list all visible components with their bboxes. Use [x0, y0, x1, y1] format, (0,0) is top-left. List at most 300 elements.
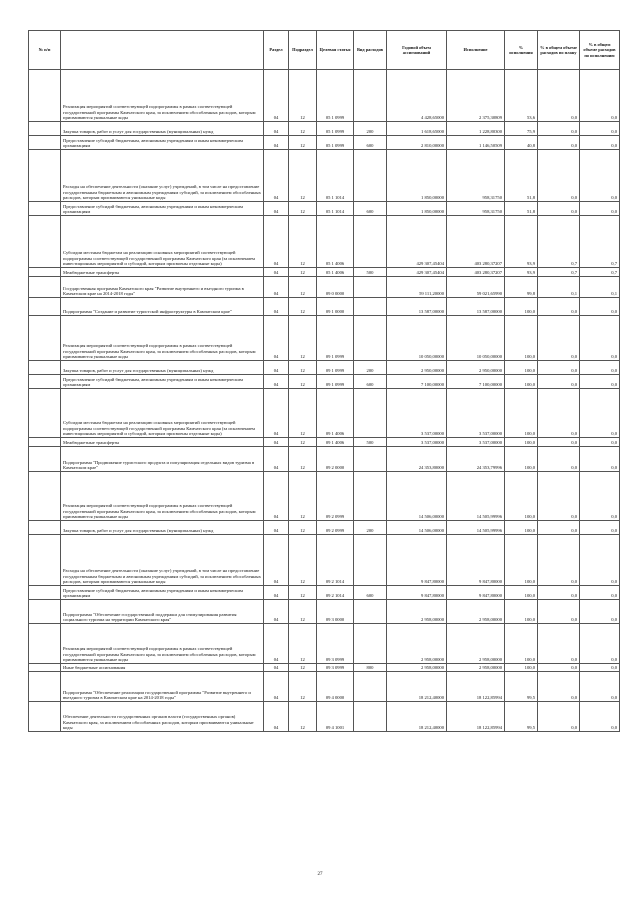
- table-header-row: [29, 31, 620, 70]
- row-target-article: 09 1 0999: [317, 316, 354, 361]
- row-execution-percent: 100,0: [505, 624, 538, 664]
- row-allocation: 4 428,65000: [387, 70, 447, 122]
- row-razdel: 04: [264, 316, 289, 361]
- row-razdel: 04: [264, 375, 289, 389]
- row-execution: 958,31750: [447, 202, 505, 216]
- row-number-cell: [29, 122, 61, 136]
- row-name: Реализация мероприятий соответствующей подпрограммы в рамках соответствующей государственной программы Камчатского края, за исключением обособленных расходов, которым присваиваются уникальные коды: [61, 624, 264, 664]
- row-podrazdel: 12: [289, 389, 317, 438]
- row-allocation: 9 847,80000: [387, 586, 447, 600]
- table-row: [29, 664, 620, 672]
- row-podrazdel: 12: [289, 216, 317, 268]
- row-number-cell: [29, 70, 61, 122]
- row-share-execution: 0,0: [580, 298, 620, 316]
- row-allocation: 2 810,00000: [387, 136, 447, 150]
- row-name: Предоставление субсидий бюджетным, автономным учреждениям и иным некоммерческим организациям: [61, 586, 264, 600]
- row-number-cell: [29, 624, 61, 664]
- row-allocation: 18 212,40000: [387, 702, 447, 732]
- row-razdel: 04: [264, 702, 289, 732]
- row-share-plan: 0,1: [538, 277, 580, 298]
- row-execution: 403 280,37207: [447, 216, 505, 268]
- row-allocation: 7 100,00000: [387, 375, 447, 389]
- row-target-article: 09 3 0999: [317, 624, 354, 664]
- table-row: [29, 389, 620, 438]
- row-name: Обеспечение деятельности государственных органов власти (государственных органов) Камчатского края, за исключением обособленных расходов, которым присваиваются уникальные коды: [61, 702, 264, 732]
- row-name: Государственная программа Камчатского края "Развитие внутреннего и въездного туризма в Камчатском крае на 2014-2018 годы": [61, 277, 264, 298]
- row-execution-percent: 51,8: [505, 202, 538, 216]
- row-name: Расходы на обеспечение деятельности (оказание услуг) учреждений, в том числе на предоставление государственным бюджетным и автономным учреждениям субсидий, за исключением обособленных расходов, которым присваиваются уникальные коды: [61, 150, 264, 202]
- row-execution: 2 958,00000: [447, 600, 505, 624]
- row-expense-type: [354, 672, 387, 702]
- row-share-plan: 0,0: [538, 624, 580, 664]
- row-number-cell: [29, 472, 61, 521]
- row-execution: 958,31750: [447, 150, 505, 202]
- row-allocation: 14 506,00000: [387, 521, 447, 535]
- row-razdel: 04: [264, 664, 289, 672]
- row-podrazdel: 12: [289, 624, 317, 664]
- row-share-execution: 0,0: [580, 136, 620, 150]
- row-execution-percent: 100,0: [505, 389, 538, 438]
- table-row: [29, 672, 620, 702]
- row-number-cell: [29, 586, 61, 600]
- row-share-plan: 0,0: [538, 122, 580, 136]
- row-target-article: 09 2 1014: [317, 586, 354, 600]
- row-expense-type: [354, 447, 387, 472]
- row-share-execution: 0,0: [580, 122, 620, 136]
- row-target-article: 09 2 0000: [317, 447, 354, 472]
- table-row: [29, 316, 620, 361]
- row-podrazdel: 12: [289, 375, 317, 389]
- row-execution-percent: 100,0: [505, 664, 538, 672]
- row-allocation: 1 618,65000: [387, 122, 447, 136]
- row-execution-percent: 100,0: [505, 375, 538, 389]
- row-allocation: 10 050,00000: [387, 316, 447, 361]
- row-number-cell: [29, 277, 61, 298]
- row-target-article: 09 1 4006: [317, 438, 354, 447]
- row-name: Предоставление субсидий бюджетным, автономным учреждениям и иным некоммерческим организациям: [61, 136, 264, 150]
- row-number-cell: [29, 521, 61, 535]
- row-execution: 10 050,00000: [447, 316, 505, 361]
- row-razdel: 04: [264, 268, 289, 277]
- row-name: Подпрограмма "Обеспечение государственной поддержки для стимулирования развития социального туризма на территории Камчатского края": [61, 600, 264, 624]
- row-expense-type: 500: [354, 438, 387, 447]
- header-target-article: Целевая статья: [317, 31, 354, 70]
- row-expense-type: [354, 472, 387, 521]
- row-name: Субсидии местным бюджетам на реализацию основных мероприятий соответствующей подпрограммы соответствующей государственной программы Камчатского края (за исключением инвестиционных мероприятий и субсидий, которым присвоены отдельные коды): [61, 216, 264, 268]
- table-row: [29, 472, 620, 521]
- row-podrazdel: 12: [289, 316, 317, 361]
- row-razdel: 04: [264, 389, 289, 438]
- row-number-cell: [29, 664, 61, 672]
- row-allocation: 3 537,00000: [387, 389, 447, 438]
- row-execution-percent: 99,5: [505, 702, 538, 732]
- row-share-plan: 0,0: [538, 298, 580, 316]
- row-razdel: 04: [264, 472, 289, 521]
- row-execution-percent: 100,0: [505, 535, 538, 586]
- row-expense-type: 600: [354, 136, 387, 150]
- row-expense-type: [354, 70, 387, 122]
- row-share-plan: 0,0: [538, 472, 580, 521]
- row-execution: 18 122,85994: [447, 672, 505, 702]
- row-podrazdel: 12: [289, 535, 317, 586]
- row-razdel: 04: [264, 535, 289, 586]
- row-expense-type: [354, 600, 387, 624]
- table-row: [29, 70, 620, 122]
- header-podrazdel: Подраздел: [289, 31, 317, 70]
- row-share-execution: 0,0: [580, 447, 620, 472]
- row-share-execution: 0,0: [580, 361, 620, 375]
- row-execution-percent: 53,6: [505, 70, 538, 122]
- row-name: Межбюджетные трансферты: [61, 438, 264, 447]
- row-podrazdel: 12: [289, 150, 317, 202]
- header-annual-allocation: Годовой объем ассигнований: [387, 31, 447, 70]
- row-share-execution: 0,7: [580, 216, 620, 268]
- row-share-plan: 0,0: [538, 600, 580, 624]
- row-podrazdel: 12: [289, 122, 317, 136]
- row-share-execution: 0,0: [580, 150, 620, 202]
- row-allocation: 2 958,00000: [387, 624, 447, 664]
- row-name: Закупка товаров, работ и услуг для государственных (муниципальных) нужд: [61, 361, 264, 375]
- row-execution: 24 353,79996: [447, 447, 505, 472]
- row-target-article: 05 1 1014: [317, 202, 354, 216]
- row-target-article: 09 4 1001: [317, 702, 354, 732]
- row-number-cell: [29, 389, 61, 438]
- row-target-article: 09 3 0999: [317, 664, 354, 672]
- row-allocation: 429 307,45404: [387, 216, 447, 268]
- row-execution: 2 375,30809: [447, 70, 505, 122]
- row-share-plan: 0,0: [538, 361, 580, 375]
- header-expense-type: Вид расходов: [354, 31, 387, 70]
- row-name: Реализация мероприятий соответствующей подпрограммы в рамках соответствующей государственной программы Камчатского края, за исключением обособленных расходов, которым присваиваются уникальные коды: [61, 472, 264, 521]
- row-share-plan: 0,0: [538, 535, 580, 586]
- row-allocation: 9 847,80000: [387, 535, 447, 586]
- row-number-cell: [29, 216, 61, 268]
- row-name: Расходы на обеспечение деятельности (оказание услуг) учреждений, в том числе на предоставление государственным бюджетным и автономным учреждениям субсидий, за исключением обособленных расходов, которым присваиваются уникальные коды: [61, 535, 264, 586]
- row-share-execution: 0,0: [580, 664, 620, 672]
- row-expense-type: 600: [354, 586, 387, 600]
- row-execution-percent: 100,0: [505, 438, 538, 447]
- row-razdel: 04: [264, 361, 289, 375]
- row-execution-percent: 100,0: [505, 521, 538, 535]
- row-target-article: 09 4 0000: [317, 672, 354, 702]
- row-podrazdel: 12: [289, 521, 317, 535]
- table-row: [29, 600, 620, 624]
- table-row: [29, 277, 620, 298]
- row-share-plan: 0,0: [538, 672, 580, 702]
- row-number-cell: [29, 438, 61, 447]
- row-target-article: 05 1 1014: [317, 150, 354, 202]
- row-execution-percent: 51,8: [505, 150, 538, 202]
- budget-execution-table: [28, 30, 620, 732]
- row-execution: 9 847,80000: [447, 586, 505, 600]
- row-allocation: 1 850,00000: [387, 202, 447, 216]
- row-name: Закупка товаров, работ и услуг для государственных (муниципальных) нужд: [61, 521, 264, 535]
- row-expense-type: [354, 277, 387, 298]
- row-target-article: 05 1 4006: [317, 268, 354, 277]
- row-share-execution: 0,0: [580, 202, 620, 216]
- row-name: Межбюджетные трансферты: [61, 268, 264, 277]
- row-execution-percent: 40,8: [505, 136, 538, 150]
- table-row: [29, 447, 620, 472]
- row-podrazdel: 12: [289, 472, 317, 521]
- row-allocation: 59 111,20000: [387, 277, 447, 298]
- row-expense-type: [354, 624, 387, 664]
- row-allocation: 2 958,00000: [387, 600, 447, 624]
- table-row: [29, 122, 620, 136]
- row-number-cell: [29, 447, 61, 472]
- row-podrazdel: 12: [289, 361, 317, 375]
- row-share-execution: 0,0: [580, 521, 620, 535]
- row-share-execution: 0,0: [580, 672, 620, 702]
- header-num: № п/п: [29, 31, 61, 70]
- row-target-article: 05 1 0999: [317, 70, 354, 122]
- row-execution: 2 958,00000: [447, 624, 505, 664]
- row-target-article: 09 3 0000: [317, 600, 354, 624]
- row-share-plan: 0,0: [538, 586, 580, 600]
- row-expense-type: [354, 389, 387, 438]
- row-execution-percent: 100,0: [505, 361, 538, 375]
- table-row: [29, 268, 620, 277]
- table-row: [29, 521, 620, 535]
- row-podrazdel: 12: [289, 702, 317, 732]
- row-share-execution: 0,0: [580, 316, 620, 361]
- row-expense-type: [354, 298, 387, 316]
- row-allocation: 1 850,00000: [387, 150, 447, 202]
- row-share-plan: 0,0: [538, 136, 580, 150]
- table-row: [29, 150, 620, 202]
- row-share-plan: 0,7: [538, 268, 580, 277]
- row-name: Закупка товаров, работ и услуг для государственных (муниципальных) нужд: [61, 122, 264, 136]
- row-share-execution: 0,0: [580, 472, 620, 521]
- row-execution-percent: 75,9: [505, 122, 538, 136]
- row-razdel: 04: [264, 438, 289, 447]
- row-target-article: 09 2 1014: [317, 535, 354, 586]
- row-target-article: 09 1 0999: [317, 361, 354, 375]
- row-share-plan: 0,0: [538, 150, 580, 202]
- row-number-cell: [29, 672, 61, 702]
- row-execution-percent: 100,0: [505, 586, 538, 600]
- row-execution-percent: 99,5: [505, 672, 538, 702]
- header-share-execution: % в общем объеме расходов по исполнению: [580, 31, 620, 70]
- row-razdel: 04: [264, 216, 289, 268]
- row-share-execution: 0,0: [580, 702, 620, 732]
- row-razdel: 04: [264, 600, 289, 624]
- row-share-plan: 0,0: [538, 375, 580, 389]
- row-expense-type: [354, 535, 387, 586]
- row-podrazdel: 12: [289, 664, 317, 672]
- row-execution: 2 950,00000: [447, 361, 505, 375]
- table-row: [29, 438, 620, 447]
- row-expense-type: 800: [354, 664, 387, 672]
- row-expense-type: [354, 316, 387, 361]
- row-podrazdel: 12: [289, 268, 317, 277]
- row-name: Предоставление субсидий бюджетным, автономным учреждениям и иным некоммерческим организациям: [61, 375, 264, 389]
- row-target-article: 05 1 0999: [317, 122, 354, 136]
- row-execution-percent: 100,0: [505, 447, 538, 472]
- row-execution: 1 228,80300: [447, 122, 505, 136]
- row-number-cell: [29, 702, 61, 732]
- row-allocation: 24 353,80000: [387, 447, 447, 472]
- row-share-plan: 0,7: [538, 216, 580, 268]
- table-row: [29, 375, 620, 389]
- row-podrazdel: 12: [289, 600, 317, 624]
- row-execution: 14 505,99996: [447, 521, 505, 535]
- row-target-article: 05 1 4006: [317, 216, 354, 268]
- row-share-plan: 0,0: [538, 316, 580, 361]
- row-share-execution: 0,0: [580, 600, 620, 624]
- row-razdel: 04: [264, 624, 289, 664]
- row-name: Реализация мероприятий соответствующей подпрограммы в рамках соответствующей государственной программы Камчатского края, за исключением обособленных расходов, которым присваиваются уникальные коды: [61, 316, 264, 361]
- row-podrazdel: 12: [289, 672, 317, 702]
- row-execution: 2 958,00000: [447, 664, 505, 672]
- row-execution: 3 537,00000: [447, 438, 505, 447]
- row-target-article: 09 2 0999: [317, 521, 354, 535]
- page-number: 27: [317, 872, 323, 877]
- row-podrazdel: 12: [289, 202, 317, 216]
- header-name: [61, 31, 264, 70]
- row-podrazdel: 12: [289, 298, 317, 316]
- row-share-execution: 0,0: [580, 438, 620, 447]
- row-target-article: 09 2 0999: [317, 472, 354, 521]
- row-name: Иные бюджетные ассигнования: [61, 664, 264, 672]
- row-share-execution: 0,0: [580, 70, 620, 122]
- row-share-plan: 0,0: [538, 389, 580, 438]
- row-target-article: 09 0 0000: [317, 277, 354, 298]
- row-razdel: 04: [264, 277, 289, 298]
- row-podrazdel: 12: [289, 70, 317, 122]
- row-execution-percent: 100,0: [505, 600, 538, 624]
- row-allocation: 18 212,40000: [387, 672, 447, 702]
- row-razdel: 04: [264, 122, 289, 136]
- row-razdel: 04: [264, 586, 289, 600]
- row-razdel: 04: [264, 136, 289, 150]
- row-target-article: 05 1 0999: [317, 136, 354, 150]
- table-row: [29, 361, 620, 375]
- row-target-article: 09 1 0000: [317, 298, 354, 316]
- row-razdel: 04: [264, 70, 289, 122]
- row-share-execution: 0,0: [580, 389, 620, 438]
- row-podrazdel: 12: [289, 277, 317, 298]
- row-target-article: 09 1 4006: [317, 389, 354, 438]
- row-expense-type: 200: [354, 521, 387, 535]
- row-execution-percent: 100,0: [505, 316, 538, 361]
- row-name: Подпрограмма "Обеспечение реализации государственной программы "Развитие внутреннего и въездного туризма в Камчатском крае на 2014-2018 годы": [61, 672, 264, 702]
- row-execution: 7 100,00000: [447, 375, 505, 389]
- table-row: [29, 586, 620, 600]
- row-execution-percent: 99,8: [505, 277, 538, 298]
- row-number-cell: [29, 136, 61, 150]
- row-number-cell: [29, 375, 61, 389]
- row-share-plan: 0,0: [538, 702, 580, 732]
- row-execution: 18 122,85994: [447, 702, 505, 732]
- table-row: [29, 624, 620, 664]
- row-podrazdel: 12: [289, 438, 317, 447]
- row-share-plan: 0,0: [538, 70, 580, 122]
- row-number-cell: [29, 298, 61, 316]
- row-execution: 3 537,00000: [447, 389, 505, 438]
- row-expense-type: 200: [354, 361, 387, 375]
- row-name: Подпрограмма "Создание и развитие туристской инфраструктуры в Камчатском крае": [61, 298, 264, 316]
- row-allocation: 2 958,00000: [387, 664, 447, 672]
- row-execution-percent: 100,0: [505, 472, 538, 521]
- row-razdel: 04: [264, 521, 289, 535]
- row-share-execution: 0,1: [580, 277, 620, 298]
- row-share-plan: 0,0: [538, 447, 580, 472]
- row-allocation: 429 307,45404: [387, 268, 447, 277]
- row-allocation: 2 950,00000: [387, 361, 447, 375]
- row-expense-type: [354, 702, 387, 732]
- row-name: Субсидии местным бюджетам на реализацию основных мероприятий соответствующей подпрограммы соответствующей государственной программы Камчатского края (за исключением инвестиционных мероприятий и субсидий, которым присвоены отдельные коды): [61, 389, 264, 438]
- row-expense-type: 600: [354, 375, 387, 389]
- row-number-cell: [29, 316, 61, 361]
- row-execution-percent: 100,0: [505, 298, 538, 316]
- table-row: [29, 202, 620, 216]
- table-body: [29, 70, 620, 732]
- row-share-execution: 0,0: [580, 624, 620, 664]
- row-razdel: 04: [264, 298, 289, 316]
- table-row: [29, 702, 620, 732]
- header-execution-percent: % исполнения: [505, 31, 538, 70]
- row-execution: 1 146,50509: [447, 136, 505, 150]
- row-number-cell: [29, 361, 61, 375]
- row-expense-type: [354, 150, 387, 202]
- row-number-cell: [29, 535, 61, 586]
- table-row: [29, 136, 620, 150]
- table-row: [29, 216, 620, 268]
- row-execution: 59 021,65990: [447, 277, 505, 298]
- header-execution: Исполнение: [447, 31, 505, 70]
- row-share-plan: 0,0: [538, 521, 580, 535]
- row-allocation: 13 587,00000: [387, 298, 447, 316]
- row-share-execution: 0,0: [580, 535, 620, 586]
- row-allocation: 3 537,00000: [387, 438, 447, 447]
- row-expense-type: [354, 216, 387, 268]
- row-number-cell: [29, 202, 61, 216]
- row-expense-type: 500: [354, 268, 387, 277]
- row-execution: 14 505,99996: [447, 472, 505, 521]
- row-share-execution: 0,7: [580, 268, 620, 277]
- row-execution: 403 280,37207: [447, 268, 505, 277]
- row-share-plan: 0,0: [538, 438, 580, 447]
- row-number-cell: [29, 600, 61, 624]
- row-execution: 13 587,00000: [447, 298, 505, 316]
- table-row: [29, 535, 620, 586]
- row-allocation: 14 506,00000: [387, 472, 447, 521]
- row-name: Предоставление субсидий бюджетным, автономным учреждениям и иным некоммерческим организациям: [61, 202, 264, 216]
- row-execution: 9 847,80000: [447, 535, 505, 586]
- row-execution-percent: 93,9: [505, 216, 538, 268]
- row-expense-type: 600: [354, 202, 387, 216]
- row-razdel: 04: [264, 150, 289, 202]
- row-podrazdel: 12: [289, 447, 317, 472]
- row-share-plan: 0,0: [538, 202, 580, 216]
- row-share-execution: 0,0: [580, 375, 620, 389]
- row-number-cell: [29, 150, 61, 202]
- row-razdel: 04: [264, 202, 289, 216]
- header-share-plan: % в общем объеме расходов по плану: [538, 31, 580, 70]
- row-number-cell: [29, 268, 61, 277]
- row-execution-percent: 93,9: [505, 268, 538, 277]
- row-razdel: 04: [264, 672, 289, 702]
- row-share-execution: 0,0: [580, 586, 620, 600]
- row-target-article: 09 1 0999: [317, 375, 354, 389]
- row-expense-type: 200: [354, 122, 387, 136]
- row-name: Подпрограмма "Продвижение туристского продукта и популяризация отдельных видов туризма в Камчатском крае": [61, 447, 264, 472]
- row-razdel: 04: [264, 447, 289, 472]
- row-name: Реализация мероприятий соответствующей подпрограммы в рамках соответствующей государственной программы Камчатского края, за исключением обособленных расходов, которым присваиваются уникальные коды: [61, 70, 264, 122]
- row-share-plan: 0,0: [538, 664, 580, 672]
- row-podrazdel: 12: [289, 586, 317, 600]
